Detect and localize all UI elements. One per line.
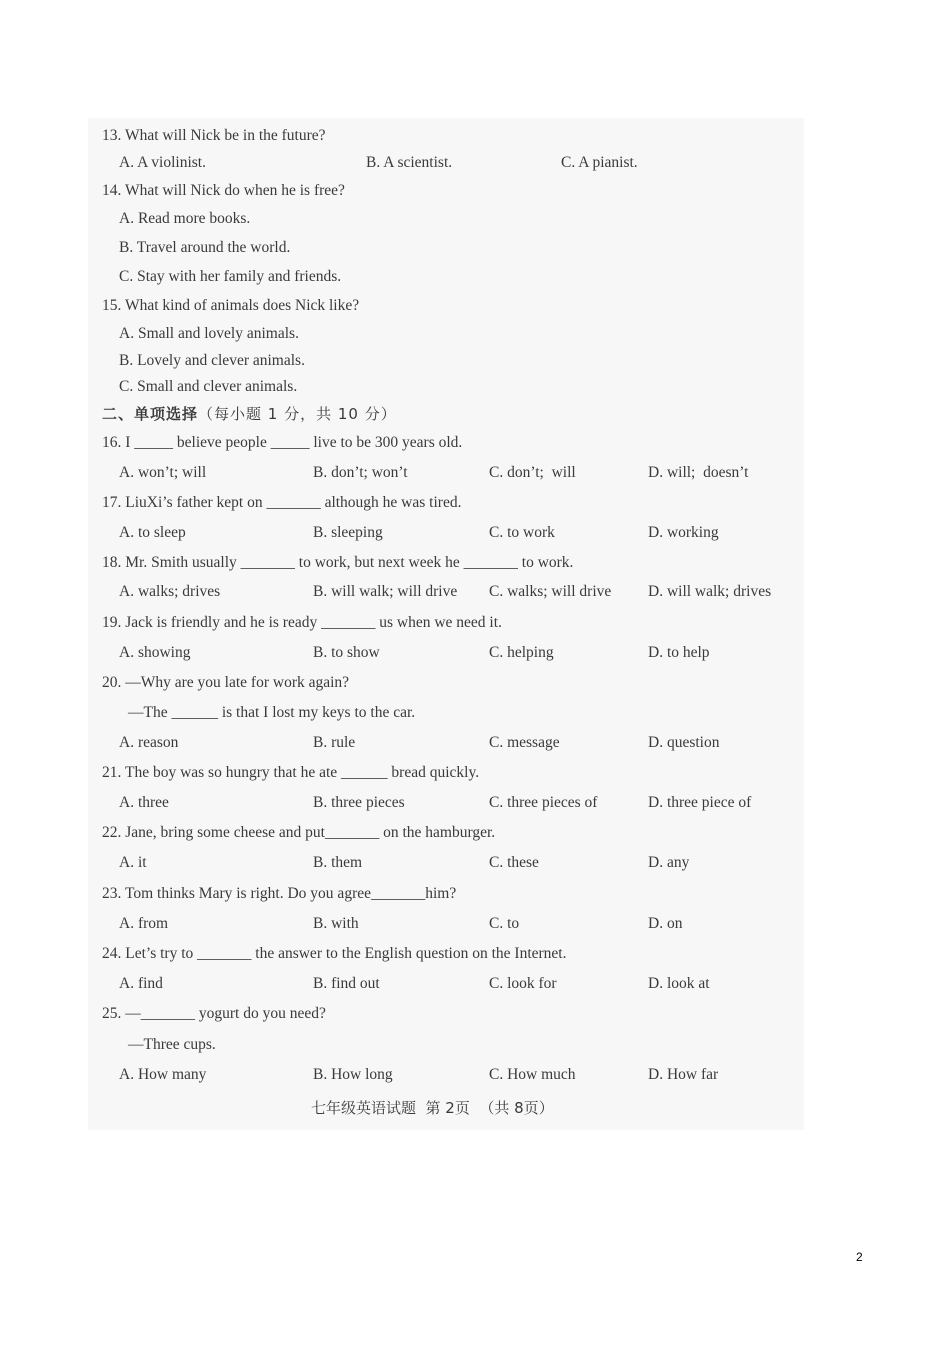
question-19-option-c: C. helping [489, 644, 554, 661]
question-25-reply: —Three cups. [128, 1036, 216, 1053]
question-19-option-d: D. to help [648, 644, 710, 661]
question-16-option-a: A. won’t; will [119, 464, 207, 481]
question-14-stem: 14. What will Nick do when he is free? [102, 182, 345, 199]
question-25-stem: 25. —_______ yogurt do you need? [102, 1005, 326, 1022]
page-number: 2 [856, 1250, 863, 1264]
question-23-option-a: A. from [119, 915, 169, 932]
question-21-option-d: D. three piece of [648, 794, 752, 811]
question-17-option-b: B. sleeping [313, 524, 383, 541]
question-22-option-b: B. them [313, 854, 363, 871]
section-title: 二、单项选择 [102, 405, 199, 423]
question-15-option-b: B. Lovely and clever animals. [119, 352, 305, 369]
question-23-stem: 23. Tom thinks Mary is right. Do you agree_______him? [102, 885, 457, 902]
question-18-option-d: D. will walk; drives [648, 583, 772, 600]
question-14-option-c: C. Stay with her family and friends. [119, 268, 342, 285]
question-19-option-b: B. to show [313, 644, 380, 661]
question-25-option-d: D. How far [648, 1066, 719, 1083]
question-24-option-d: D. look at [648, 975, 710, 992]
question-16-stem: 16. I _____ believe people _____ live to be 300 years old. [102, 434, 463, 451]
question-20-option-c: C. message [489, 734, 560, 751]
question-22-stem: 22. Jane, bring some cheese and put_______ on the hamburger. [102, 824, 496, 841]
question-14-option-a: A. Read more books. [119, 210, 251, 227]
section-heading [102, 404, 397, 424]
question-21-option-b: B. three pieces [313, 794, 405, 811]
question-25-option-c: C. How much [489, 1066, 576, 1083]
question-13-option-a: A. A violinist. [119, 154, 206, 171]
question-25-option-b: B. How long [313, 1066, 393, 1083]
question-24-option-b: B. find out [313, 975, 380, 992]
question-22-option-c: C. these [489, 854, 539, 871]
question-20-option-b: B. rule [313, 734, 356, 751]
question-18-stem: 18. Mr. Smith usually _______ to work, but next week he _______ to work. [102, 554, 574, 571]
question-16-option-c: C. don’t; will [489, 464, 576, 481]
question-22-option-a: A. it [119, 854, 147, 871]
question-21-option-a: A. three [119, 794, 169, 811]
question-16-option-b: B. don’t; won’t [313, 464, 408, 481]
question-18-option-c: C. walks; will drive [489, 583, 612, 600]
question-16-option-d: D. will; doesn’t [648, 464, 749, 481]
question-21-stem: 21. The boy was so hungry that he ate ______ bread quickly. [102, 764, 480, 781]
question-23-option-d: D. on [648, 915, 683, 932]
question-15-option-a: A. Small and lovely animals. [119, 325, 299, 342]
question-24-option-c: C. look for [489, 975, 557, 992]
question-17-option-d: D. working [648, 524, 719, 541]
question-17-stem: 17. LiuXi’s father kept on _______ although he was tired. [102, 494, 462, 511]
question-14-option-b: B. Travel around the world. [119, 239, 291, 256]
question-17-option-a: A. to sleep [119, 524, 186, 541]
question-23-option-c: C. to [489, 915, 520, 932]
question-20-option-a: A. reason [119, 734, 179, 751]
question-19-stem: 19. Jack is friendly and he is ready _______ us when we need it. [102, 614, 502, 631]
question-18-option-a: A. walks; drives [119, 583, 221, 600]
question-21-option-c: C. three pieces of [489, 794, 598, 811]
question-13-option-c: C. A pianist. [561, 154, 638, 171]
page-footer: 七年级英语试题 第 2页 （共 8页） [311, 1099, 554, 1117]
question-20-stem: 20. —Why are you late for work again? [102, 674, 350, 691]
question-17-option-c: C. to work [489, 524, 555, 541]
section-note: （每小题 1 分，共 10 分） [198, 405, 397, 423]
question-24-stem: 24. Let’s try to _______ the answer to the English question on the Internet. [102, 945, 567, 962]
question-15-stem: 15. What kind of animals does Nick like? [102, 297, 360, 314]
question-20-option-d: D. question [648, 734, 720, 751]
question-25-option-a: A. How many [119, 1066, 207, 1083]
question-20-reply: —The ______ is that I lost my keys to the car. [128, 704, 416, 721]
question-23-option-b: B. with [313, 915, 359, 932]
question-19-option-a: A. showing [119, 644, 191, 661]
question-24-option-a: A. find [119, 975, 163, 992]
question-18-option-b: B. will walk; will drive [313, 583, 458, 600]
question-15-option-c: C. Small and clever animals. [119, 378, 298, 395]
question-13-option-b: B. A scientist. [366, 154, 453, 171]
question-13-stem: 13. What will Nick be in the future? [102, 127, 326, 144]
question-22-option-d: D. any [648, 854, 690, 871]
